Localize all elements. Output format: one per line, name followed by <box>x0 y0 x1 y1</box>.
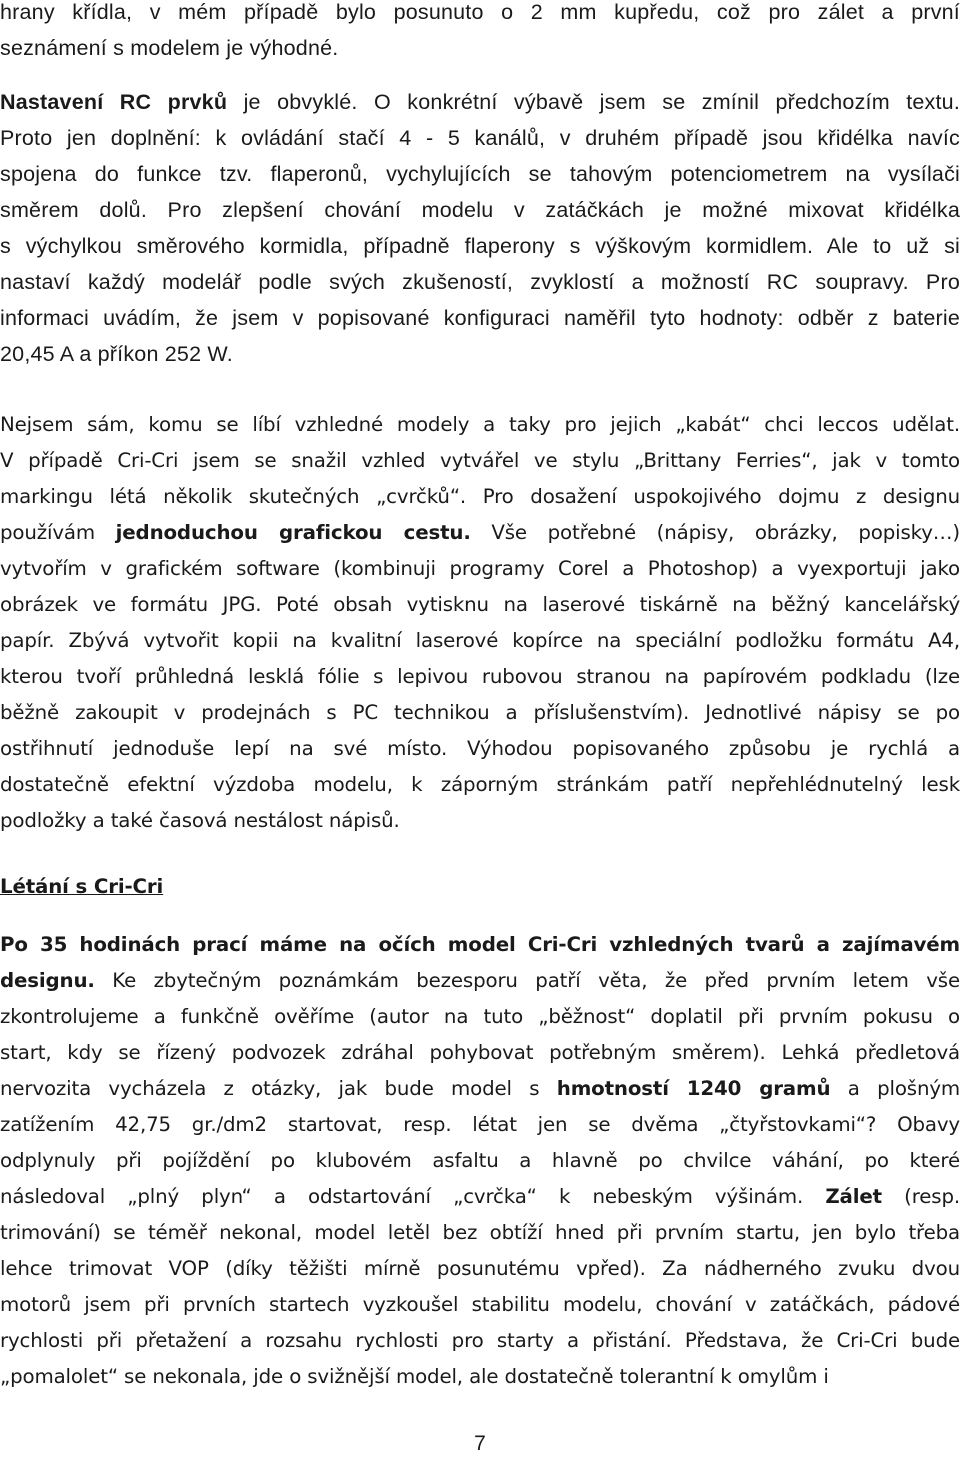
text-run: dostatečně efektní výzdoba modelu, k záporným stránkám patří nepřehlédnutelný lesk <box>0 773 960 796</box>
section-heading-flying <box>0 869 960 905</box>
text-run: seznámení s modelem je výhodné. <box>0 36 339 60</box>
paragraph-wing-edge <box>0 0 960 66</box>
text-line <box>0 84 960 120</box>
text-line <box>0 803 960 839</box>
text-line <box>0 1215 960 1251</box>
text-line <box>0 1251 960 1287</box>
text-run: „pomalolet“ se nekonala, jde o svižnější model, ale dostatečně tolerantní k omylům i <box>0 1365 829 1388</box>
text-run: obrázek ve formátu JPG. Poté obsah vytisknu na laserové tiskárně na běžný kancelářský <box>0 593 960 616</box>
text-run: vytvořím v grafickém software (kombinuji programy Corel a Photoshop) a vyexportuji jako <box>0 557 960 580</box>
text-run: Vše potřebné (nápisy, obrázky, popisky…) <box>470 521 960 544</box>
text-line <box>0 443 960 479</box>
text-line <box>0 0 960 30</box>
text-line <box>0 623 960 659</box>
text-line <box>0 767 960 803</box>
text-line <box>0 1143 960 1179</box>
text-run: a plošným <box>830 1077 960 1100</box>
text-run: podložky a také časová nestálost nápisů. <box>0 809 400 832</box>
text-line <box>0 300 960 336</box>
text-line <box>0 30 960 66</box>
paragraph-rc-setup <box>0 84 960 372</box>
paragraph-first-flights <box>0 927 960 1395</box>
text-line <box>0 869 960 905</box>
text-line <box>0 120 960 156</box>
text-line <box>0 1323 960 1359</box>
text-line <box>0 479 960 515</box>
text-line <box>0 551 960 587</box>
text-run: trimování) se téměř nekonal, model letěl bez obtíží hned při prvním startu, jen bylo třeba <box>0 1221 960 1244</box>
text-line <box>0 192 960 228</box>
text-run: start, kdy se řízený podvozek zdráhal pohybovat potřebným směrem). Lehká předletová <box>0 1041 960 1064</box>
text-line <box>0 1107 960 1143</box>
text-line <box>0 1071 960 1107</box>
bold-text-run: Létání s Cri-Cri <box>0 875 164 898</box>
text-run: spojena do funkce tzv. flaperonů, vychylujících se tahovým potenciometrem na vysílači <box>0 162 960 186</box>
text-line <box>0 963 960 999</box>
bold-text-run: Nastavení RC prvků <box>0 90 228 114</box>
text-run: nastaví každý modelář podle svých zkušeností, zvyklostí a možností RC soupravy. Pro <box>0 270 960 294</box>
text-run: (resp. <box>881 1185 960 1208</box>
text-run: nervozita vycházela z otázky, jak bude model s <box>0 1077 557 1100</box>
text-run: odplynuly při pojíždění po klubovém asfaltu a hlavně po chvilce váhání, po které <box>0 1149 960 1172</box>
text-run: následoval „plný plyn“ a odstartování „cvrčka“ k nebeským výšinám. <box>0 1185 826 1208</box>
paragraph-livery-design <box>0 407 960 839</box>
text-run: je obvyklé. O konkrétní výbavě jsem se zmínil předchozím textu. <box>227 90 960 114</box>
text-run: lehce trimovat VOP (díky těžišti mírně posunutému vpřed). Za nádherného zvuku dvou <box>0 1257 960 1280</box>
text-run: hrany křídla, v mém případě bylo posunuto o 2 mm kupředu, což pro zálet a první <box>0 0 960 24</box>
text-line <box>0 228 960 264</box>
text-run: směrem dolů. Pro zlepšení chování modelu v zatáčkách je možné mixovat křidélka <box>0 198 960 222</box>
bold-text-run: designu. <box>0 969 95 992</box>
text-line <box>0 731 960 767</box>
text-line <box>0 407 960 443</box>
text-line <box>0 1359 960 1395</box>
text-run: zatížením 42,75 gr./dm2 startovat, resp. létat jen se dvěma „čtyřstovkami“? Obavy <box>0 1113 960 1136</box>
text-line <box>0 156 960 192</box>
text-line <box>0 1035 960 1071</box>
page-number: 7 <box>474 1432 486 1455</box>
text-line <box>0 999 960 1035</box>
text-line <box>0 695 960 731</box>
text-run: zkontrolujeme a funkčně ověříme (autor na tuto „běžnost“ doplatil při prvním pokusu o <box>0 1005 960 1028</box>
text-run: s výchylkou směrového kormidla, případně flaperony s výškovým kormidlem. Ale to už si <box>0 234 960 258</box>
text-run: běžně zakoupit v prodejnách s PC technikou a příslušenstvím). Jednotlivé nápisy se po <box>0 701 960 724</box>
text-run: V případě Cri-Cri jsem se snažil vzhled vytvářel ve stylu „Brittany Ferries“, jak v tomto <box>0 449 960 472</box>
text-line <box>0 927 960 963</box>
text-run: 20,45 A a příkon 252 W. <box>0 342 233 366</box>
text-run: používám <box>0 521 116 544</box>
text-run: Ke zbytečným poznámkám bezesporu patří věta, že před prvním letem vše <box>94 969 960 992</box>
text-line <box>0 1287 960 1323</box>
text-run: kterou tvoří průhledná lesklá fólie s lepivou rubovou stranou na papírovém podkladu (lze <box>0 665 960 688</box>
text-run: markingu létá několik skutečných „cvrčků“. Pro dosažení uspokojivého dojmu z designu <box>0 485 960 508</box>
text-run: papír. Zbývá vytvořit kopii na kvalitní laserové kopírce na speciální podložku formátu A4, <box>0 629 960 652</box>
text-line <box>0 1179 960 1215</box>
text-line <box>0 264 960 300</box>
bold-text-run: Po 35 hodinách prací máme na očích model Cri-Cri vzhledných tvarů a zajímavém <box>0 933 960 956</box>
bold-text-run: Zálet <box>825 1185 882 1208</box>
text-run: motorů jsem při prvních startech vyzkoušel stabilitu modelu, chování v zatáčkách, pádové <box>0 1293 960 1316</box>
text-run: ostřihnutí jednoduše lepí na své místo. Výhodou popisovaného způsobu je rychlá a <box>0 737 960 760</box>
bold-text-run: hmotností 1240 gramů <box>556 1077 831 1100</box>
text-line <box>0 587 960 623</box>
text-line <box>0 336 960 372</box>
text-run: informaci uvádím, že jsem v popisované konfiguraci naměřil tyto hodnoty: odběr z baterie <box>0 306 960 330</box>
bold-text-run: jednoduchou grafickou cestu. <box>115 521 471 544</box>
text-run: rychlosti při přetažení a rozsahu rychlosti pro starty a přistání. Představa, že Cri-Cri bude <box>0 1329 960 1352</box>
text-line <box>0 515 960 551</box>
text-line <box>0 659 960 695</box>
text-run: Proto jen doplnění: k ovládání stačí 4 - 5 kanálů, v druhém případě jsou křidélka navíc <box>0 126 960 150</box>
text-run: Nejsem sám, komu se líbí vzhledné modely a taky pro jejich „kabát“ chci leccos udělat. <box>0 413 960 436</box>
